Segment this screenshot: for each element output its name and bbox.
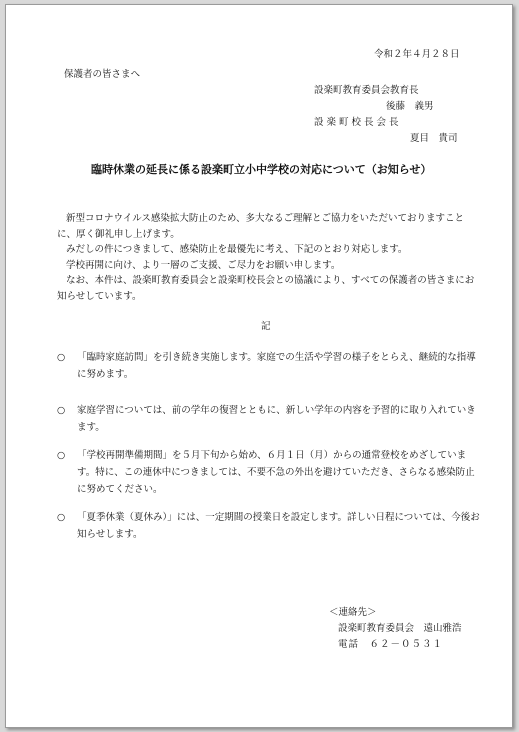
circle-bullet-icon: ○ bbox=[57, 512, 66, 523]
circle-bullet-icon: ○ bbox=[57, 450, 66, 461]
contact-phone: 電話 ６２－０５３１ bbox=[338, 639, 444, 650]
circle-bullet-icon: ○ bbox=[57, 405, 66, 416]
document-title: 臨時休業の延長に係る設楽町立小中学校の対応について（お知らせ） bbox=[91, 163, 432, 176]
ki-heading: 記 bbox=[261, 321, 271, 332]
list-item-text: 家庭学習については、前の学年の復習とともに、新しい学年の内容を予習的に取り入れていきます。 bbox=[77, 405, 476, 433]
body-paragraph: 学校再開に向け、より一層のご支援、ご尽力をお願い申します。 bbox=[66, 259, 341, 271]
sender-name-2: 夏目 貴司 bbox=[410, 133, 458, 144]
list-item bbox=[57, 349, 482, 383]
circle-bullet-icon: ○ bbox=[57, 352, 66, 363]
list-item bbox=[57, 509, 482, 543]
body-paragraph: みだしの件につきまして、感染防止を最優先に考え、下記のとおり対応します。 bbox=[66, 244, 408, 255]
body-paragraph: なお、本件は、設楽町教育委員会と設楽町校長会との協議により、すべての保護者の皆さまにお知らせしています。 bbox=[57, 275, 475, 302]
list-item-text: 「夏季休業（夏休み）」には、一定期間の授業日を設定します。詳しい日程については、今後お知らせします。 bbox=[77, 512, 480, 540]
sender-org-2: 設楽町校長会長 bbox=[314, 117, 402, 128]
contact-organization: 設楽町教育委員会 遠山雅浩 bbox=[338, 623, 462, 634]
document-date: 令和２年４月２８日 bbox=[374, 49, 460, 60]
sender-name-1: 後藤 義男 bbox=[386, 101, 434, 112]
body-text bbox=[57, 211, 477, 304]
list-item bbox=[57, 447, 482, 498]
contact-label: ＜連絡先＞ bbox=[329, 607, 377, 618]
list-item-text: 「臨時家庭訪問」を引き続き実施します。家庭での生活や学習の様子をとらえ、継続的な指導に努めます。 bbox=[77, 352, 476, 380]
document-page bbox=[5, 4, 513, 728]
list-item bbox=[57, 402, 482, 436]
list-item-text: 「学校再開準備期間」を５月下旬から始め、６月１日（月）からの通常登校をめざしています。特に、この連休中につきましては、不要不急の外出を避けていただき、さらなる感染防止に努めてください。 bbox=[77, 450, 475, 495]
recipient-line: 保護者の皆さまへ bbox=[64, 69, 141, 80]
body-paragraph: 新型コロナウイルス感染拡大防止のため、多大なるご理解とご協力をいただいておりますことに、厚く御礼申し上げます。 bbox=[57, 213, 465, 240]
sender-org-1: 設楽町教育委員会教育長 bbox=[314, 85, 419, 96]
